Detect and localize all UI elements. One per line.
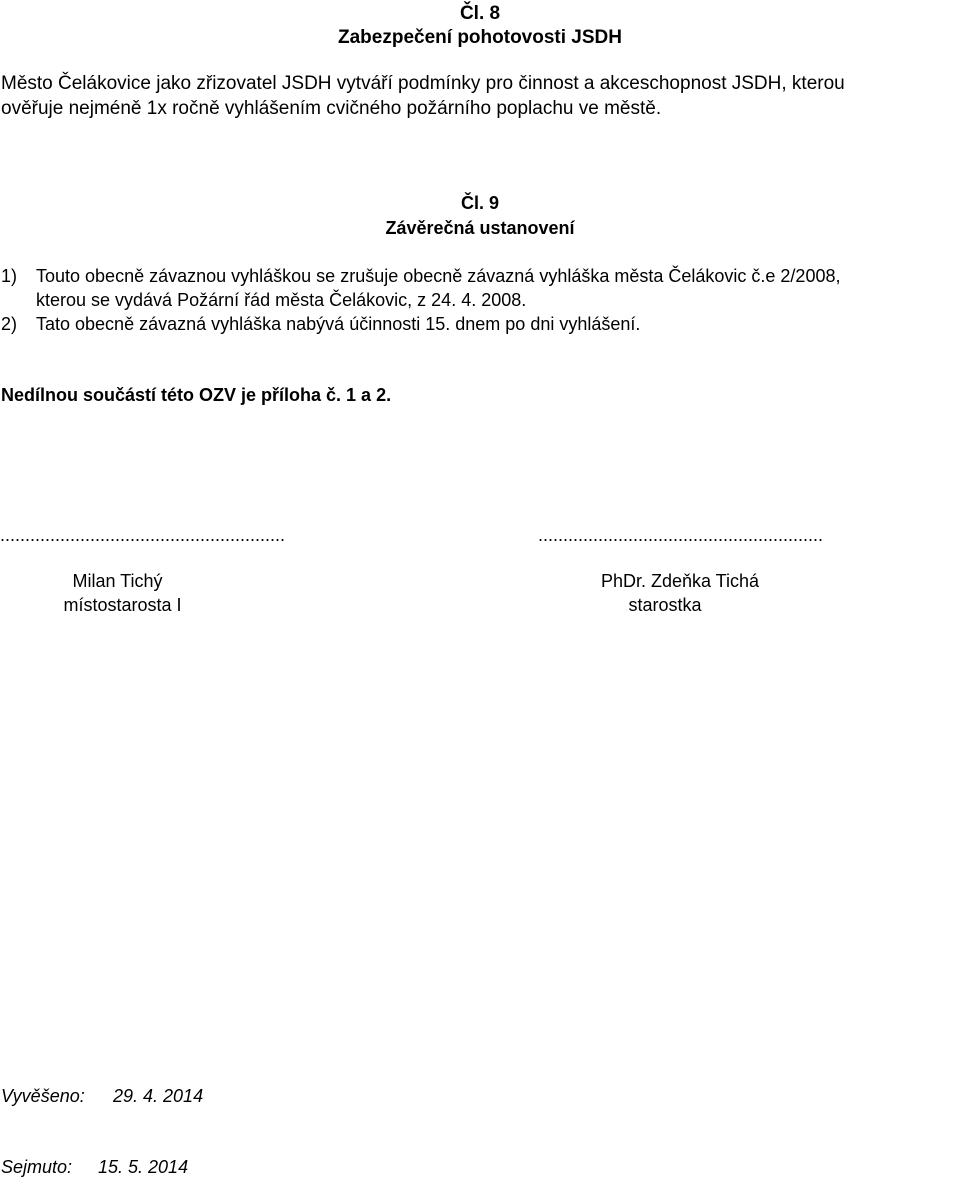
right-signatory-name: PhDr. Zdeňka Tichá — [600, 571, 760, 591]
article-9-title: Závěrečná ustanovení — [385, 218, 575, 238]
article-8-number: Čl. 8 — [459, 3, 501, 24]
right-signatory-role: starostka — [628, 595, 702, 615]
posted-date: 29. 4. 2014 — [113, 1086, 204, 1106]
removed-label: Sejmuto: — [1, 1157, 73, 1177]
signature-line-left: ......................................................... — [0, 525, 286, 545]
left-signatory-role: místostarosta I — [63, 595, 182, 615]
removed-date: 15. 5. 2014 — [98, 1157, 189, 1177]
article-9-number: Čl. 9 — [460, 193, 499, 213]
item-2-marker: 2) — [1, 314, 18, 334]
posted-label: Vyvěšeno: — [1, 1086, 85, 1106]
article-8-title: Zabezpečení pohotovosti JSDH — [338, 27, 622, 48]
item-1-line-1: Touto obecně závaznou vyhláškou se zrušuje obecně závazná vyhláška města Čelákovic č.e 2/2008, — [36, 266, 841, 286]
article-8-text-line-1: Město Čelákovice jako zřizovatel JSDH vytváří podmínky pro činnost a akceschopnost JSDH, kterou — [1, 73, 845, 94]
annex-note: Nedílnou součástí této OZV je příloha č. 1 a 2. — [1, 385, 392, 405]
left-signatory-name: Milan Tichý — [72, 571, 163, 591]
item-1-marker: 1) — [1, 266, 18, 286]
article-8-text-line-2: ověřuje nejméně 1x ročně vyhlášením cvičného požárního poplachu ve městě. — [1, 98, 662, 119]
signature-line-right: ......................................................... — [538, 525, 824, 545]
item-2-line-1: Tato obecně závazná vyhláška nabývá účinnosti 15. dnem po dni vyhlášení. — [36, 314, 641, 334]
item-1-line-2: kterou se vydává Požární řád města Čelákovic, z 24. 4. 2008. — [36, 290, 527, 310]
